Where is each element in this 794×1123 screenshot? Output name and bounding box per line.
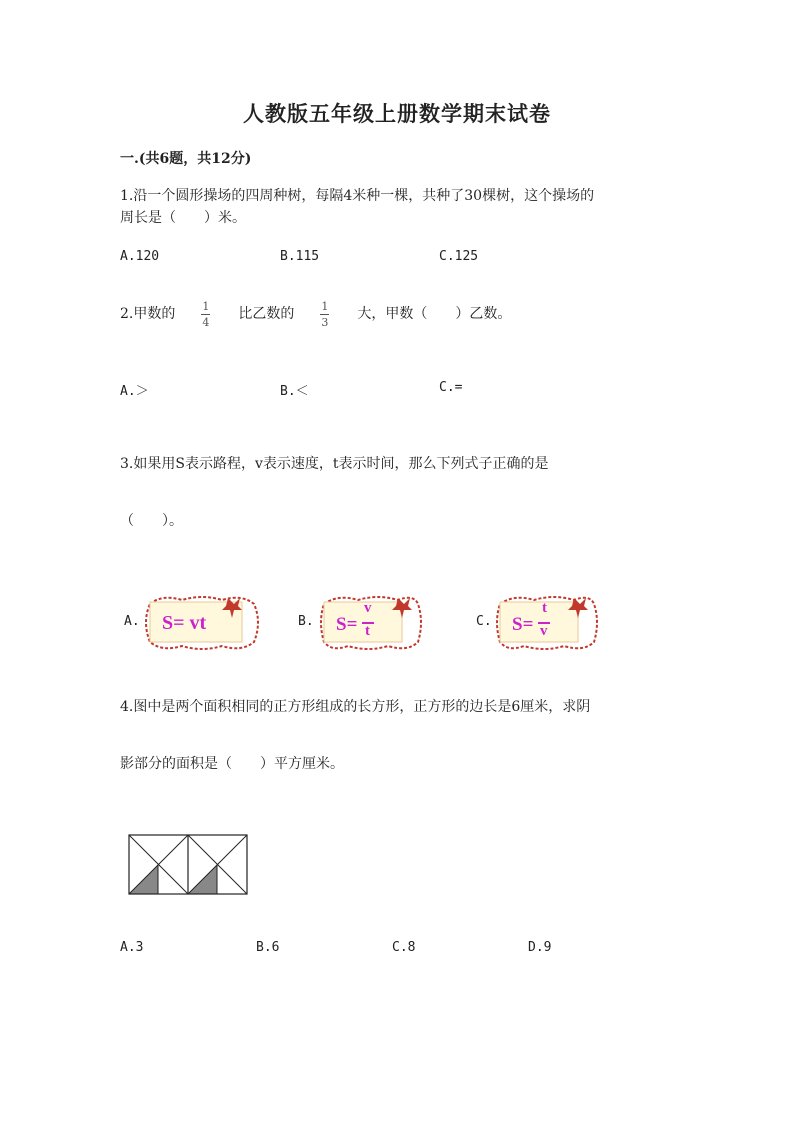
fraction-bar bbox=[320, 314, 329, 315]
q3-option-a-label[interactable]: A. bbox=[124, 614, 140, 629]
q1-option-b[interactable]: B.115 bbox=[280, 249, 320, 264]
q4-option-a[interactable]: A.3 bbox=[120, 940, 144, 955]
question-1 bbox=[120, 185, 700, 229]
question-3-line-2: （ ）。 bbox=[120, 513, 183, 529]
q1-option-c[interactable]: C.125 bbox=[439, 249, 479, 264]
q4-option-d[interactable]: D.9 bbox=[528, 940, 552, 955]
q2-frac2-num: 1 bbox=[321, 299, 329, 313]
q2-middle: 比乙数的 bbox=[238, 306, 295, 322]
q2-prefix: 2.甲数的 bbox=[120, 306, 176, 322]
q3-b-lhs: S= bbox=[336, 614, 358, 635]
q4-option-b[interactable]: B.6 bbox=[256, 940, 280, 955]
q2-frac1-den: 4 bbox=[202, 315, 210, 329]
q3-c-den: v bbox=[540, 623, 548, 639]
squares-figure bbox=[128, 834, 250, 896]
question-2 bbox=[120, 294, 511, 334]
question-4-line-2: 影部分的面积是（ ）平方厘米。 bbox=[120, 756, 344, 772]
q2-option-a[interactable]: A.＞ bbox=[120, 384, 149, 399]
q3-b-den: t bbox=[365, 623, 370, 639]
q2-option-b[interactable]: B.＜ bbox=[280, 384, 309, 399]
q3-b-num: v bbox=[364, 600, 372, 616]
q3-c-lhs: S= bbox=[512, 614, 534, 635]
q3-option-b-label[interactable]: B. bbox=[298, 614, 314, 629]
q3-option-b-card[interactable] bbox=[318, 592, 438, 654]
q3-option-a-card[interactable] bbox=[142, 592, 262, 654]
q2-frac2-den: 3 bbox=[321, 315, 329, 329]
q2-suffix: 大，甲数（ ）乙数。 bbox=[357, 306, 512, 322]
fraction-bar bbox=[201, 314, 210, 315]
q2-fraction-2 bbox=[320, 300, 329, 329]
question-1-line-2: 周长是（ ）米。 bbox=[120, 210, 246, 226]
section-heading: 一.(共6题，共12分) bbox=[120, 151, 252, 167]
question-3-line-1: 3.如果用S表示路程，v表示速度，t表示时间，那么下列式子正确的是 bbox=[120, 456, 549, 472]
question-4-line-1: 4.图中是两个面积相同的正方形组成的长方形，正方形的边长是6厘米，求阴 bbox=[120, 699, 591, 715]
q3-option-c-card[interactable] bbox=[494, 592, 614, 654]
page-title: 人教版五年级上册数学期末试卷 bbox=[243, 101, 551, 126]
q3-a-formula: S= vt bbox=[162, 612, 207, 634]
q2-frac1-num: 1 bbox=[202, 299, 210, 313]
q3-option-c-label[interactable]: C. bbox=[476, 614, 492, 629]
question-1-line-1: 1.沿一个圆形操场的四周种树，每隔4米种一棵，共种了30棵树，这个操场的 bbox=[120, 188, 595, 204]
q2-option-c[interactable]: C.= bbox=[439, 380, 463, 395]
q4-option-c[interactable]: C.8 bbox=[392, 940, 416, 955]
q2-fraction-1 bbox=[201, 300, 210, 329]
q1-option-a[interactable]: A.120 bbox=[120, 249, 160, 264]
q3-c-num: t bbox=[542, 600, 547, 616]
